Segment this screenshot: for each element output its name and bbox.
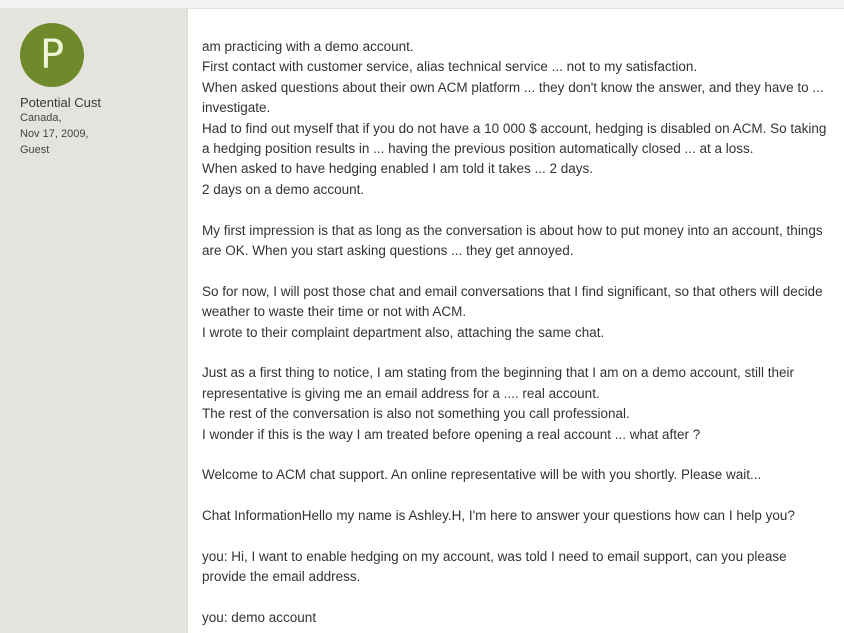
post-text-line: you: demo account — [202, 610, 317, 626]
author-role: Guest — [20, 144, 50, 156]
post-text-line: Had to find out myself that if you do not have a 10 000 $ account, hedging is disabled on ACM. So taking a hedging position results in ... having the previous position automatically closed ... at a loss. — [202, 120, 827, 157]
avatar[interactable]: P — [20, 23, 84, 87]
post-text-line: So for now, I will post those chat and email conversations that I find significant, so that others will decide weather to waste their time or not with ACM. — [202, 283, 823, 320]
forum-post — [0, 8, 844, 633]
post-text-line: 2 days on a demo account. — [202, 181, 365, 197]
post-paragraph — [202, 608, 832, 628]
post-text-line: When asked questions about their own ACM platform ... they don't know the answer, and they have to ... investigate. — [202, 79, 824, 116]
post-text-line: I wonder if this is the way I am treated before opening a real account ... what after ? — [202, 426, 701, 442]
post-paragraph — [202, 37, 832, 200]
post-paragraph — [202, 465, 832, 485]
post-text-line: My first impression is that as long as the conversation is about how to put money into an account, things are OK. When you start asking questions ... they get annoyed. — [202, 222, 823, 259]
post-paragraph — [202, 547, 832, 588]
post-paragraph — [202, 506, 832, 526]
post-paragraph — [202, 282, 832, 343]
post-text-line: you: Hi, I want to enable hedging on my account, was told I need to email support, can you please provide the email address. — [202, 549, 787, 585]
post-text-line: am practicing with a demo account. — [202, 39, 414, 54]
post-paragraph — [202, 363, 832, 445]
post-text-line: Welcome to ACM chat support. An online representative will be with you shortly. Please wait... — [202, 467, 762, 483]
post-content — [188, 9, 844, 633]
post-date: Nov 17, 2009, — [20, 128, 89, 140]
post-text-line: Just as a first thing to notice, I am stating from the beginning that I am on a demo account, still their representative is giving me an email address for a .... real account. — [202, 365, 795, 401]
post-text-line: First contact with customer service, alias technical service ... not to my satisfaction. — [202, 59, 698, 75]
author-location: Canada, — [20, 112, 62, 124]
post-text-line: When asked to have hedging enabled I am told it takes ... 2 days. — [202, 161, 593, 177]
post-text-line: Chat InformationHello my name is Ashley.H, I'm here to answer your questions how can I help you? — [202, 508, 795, 524]
post-text-line: The rest of the conversation is also not something you call professional. — [202, 406, 630, 422]
post-text-line: I wrote to their complaint department also, attaching the same chat. — [202, 324, 605, 340]
author-panel — [0, 9, 188, 633]
post-paragraph — [202, 221, 832, 262]
author-username[interactable]: Potential Cust — [20, 95, 101, 110]
